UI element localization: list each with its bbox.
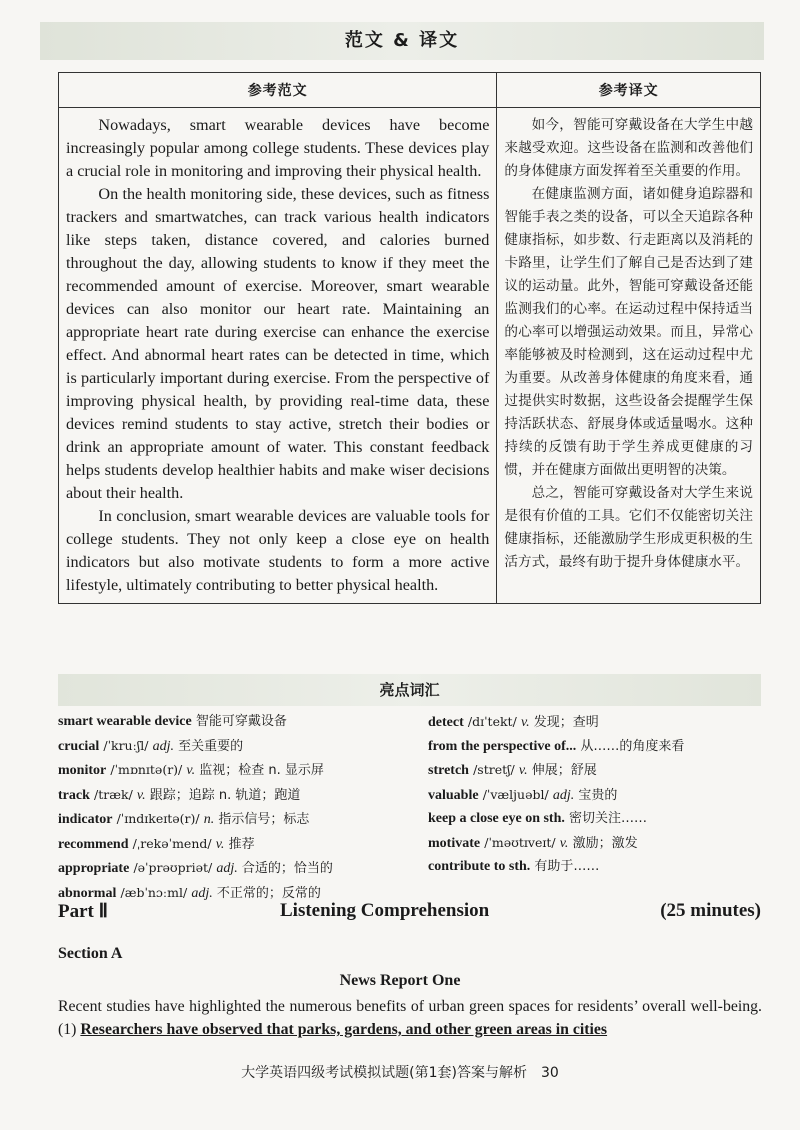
vocab-item: detect /dɪˈtekt/ v. 发现；查明 [428,714,599,730]
essay-table [58,72,761,604]
vocab-item: track /træk/ v. 跟踪；追踪 n. 轨道；跑道 [58,786,301,803]
page-footer: 大学英语四级考试模拟试题(第1套)答案与解析 30 [241,1065,559,1081]
vocab-item: contribute to sth. 有助于…… [428,859,600,874]
essay-paragraph: Nowadays, smart wearable devices have become increasingly popular among college students. These devices play a crucial role in monitoring and improving their physical health. [66,116,490,180]
translation-paragraph: 总之，智能可穿戴设备对大学生来说是很有价值的工具。它们不仅能密切关注健康指标，还能激励学生形成更积极的生活方式，最终有助于提升身体健康水平。 [504,485,753,570]
vocab-item: keep a close eye on sth. 密切关注…… [428,811,648,826]
essay-paragraph: On the health monitoring side, these devices, such as fitness trackers and smartwatches, can track various health indicators like steps taken, distance covered, and calories burned throughout the day, allowing students to know if they meet the recommended amount of exercise. Moreover, smart wearable devices can also monitor our heart rate. Maintaining an appropriate heart rate during exercise can enhance the exercise effect. And abnormal heart rates can be detected in time, which is particularly important during exercise. From the perspective of improving physical health, by providing real-time data, these devices remind students to stay active, stretch their bodies or drink an appropriate amount of water. This constant feedback helps students develop healthier habits and make wiser decisions about their health. [66,185,490,502]
translation-paragraph: 如今，智能可穿戴设备在大学生中越来越受欢迎。这些设备在监测和改善他们的身体健康方面发挥着至关重要的作用。 [504,117,753,179]
vocab-item: motivate /ˈməʊtɪveɪt/ v. 激励；激发 [428,834,638,851]
essay-paragraph: In conclusion, smart wearable devices are valuable tools for college students. They not only keep a close eye on health indicators but also motivate students to form a more active lifestyle, ultimately contributing to better physical health. [66,507,490,594]
news-title: News Report One [339,972,461,989]
answer-underline: Researchers have observed that parks, gardens, and other green areas in cities [80,1021,608,1038]
part-time: (25 minutes) [660,900,761,921]
part-label: Part Ⅱ [58,901,108,922]
vocab-item: valuable /ˈvæljuəbl/ adj. 宝贵的 [428,786,618,803]
translation-header: 参考译文 [497,73,761,108]
vocab-item: abnormal /æbˈnɔːml/ adj. 不正常的；反常的 [58,884,321,901]
section-heading: Section A [58,945,123,962]
sample-essay-cell [59,108,497,604]
part-title: Listening Comprehension [280,900,490,921]
news-body [58,995,762,1041]
vocab-item: monitor /ˈmɒnɪtə(r)/ v. 监视；检查 n. 显示屏 [58,762,324,778]
section-banner: 范文 & 译文 [40,22,764,60]
vocab-item: appropriate /əˈprəʊpriət/ adj. 合适的；恰当的 [58,860,333,876]
vocab-item: stretch /stretʃ/ v. 伸展；舒展 [428,762,597,778]
vocab-item: smart wearable device 智能可穿戴设备 [58,714,287,729]
vocab-item: recommend /ˌrekəˈmend/ v. 推荐 [58,835,255,852]
vocab-column-right [428,710,768,879]
vocab-banner: 亮点词汇 [58,674,761,706]
vocab-item: from the perspective of... 从……的角度来看 [428,738,685,754]
vocab-item: indicator /ˈɪndɪkeɪtə(r)/ n. 指示信号；标志 [58,811,310,827]
translation-paragraph: 在健康监测方面，诸如健身追踪器和智能手表之类的设备，可以全天追踪各种健康指标，如步数、行走距离以及消耗的卡路里，让学生们了解自己是否达到了建议的运动量。此外，智能可穿戴设备还能监测我们的心率。在运动过程中保持适当的心率可以增强运动效果。而且，异常心率能够被及时检测到，这在运动过程中尤为重要。从改善身体健康的角度来看，通过提供实时数据，这些设备会提醒学生保持活跃状态、舒展身体或适量喝水。这种持续的反馈有助于学生养成更健康的习惯，并在健康方面做出更明智的决策。 [504,186,753,478]
news-body-text: Recent studies have highlighted the numerous benefits of urban green spaces for residents’ overall well-being. (1) [58,998,762,1038]
translation-cell [497,108,761,604]
vocab-item: crucial /ˈkruːʃl/ adj. 至关重要的 [58,737,244,754]
vocab-column-left [58,710,418,905]
sample-essay-header: 参考范文 [59,73,497,108]
part-heading [58,900,761,926]
